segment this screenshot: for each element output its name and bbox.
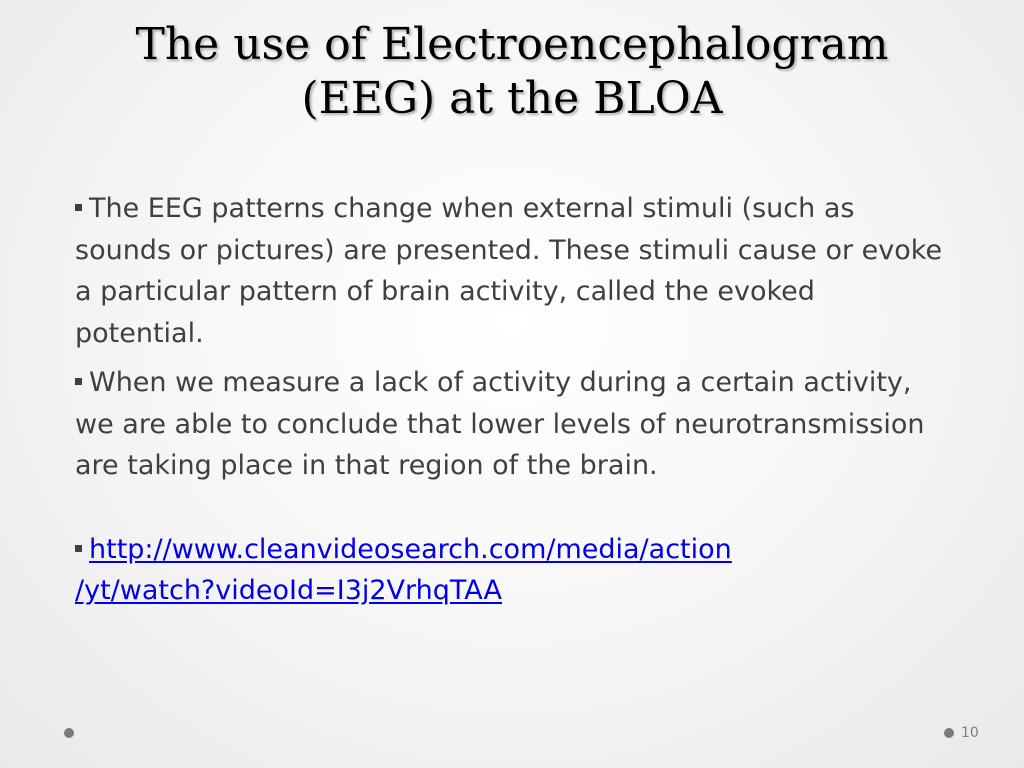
page-number: 10	[961, 725, 979, 741]
bullet-item	[75, 188, 945, 354]
bullet-item	[75, 362, 945, 487]
title-line-1: The use of Electroencephalogram	[135, 19, 889, 70]
slide-title	[40, 18, 984, 126]
bullet-text: When we measure a lack of activity during a certain activity, we are able to conclude that lower levels of neurotransmission are taking place in that region of the brain.	[75, 367, 925, 481]
video-link-line-2[interactable]: /yt/watch?videoId=I3j2VrhqTAA	[75, 575, 502, 606]
bullet-list	[75, 188, 945, 612]
bullet-text: The EEG patterns change when external stimuli (such as sounds or pictures) are presented. These stimuli cause or evoke a particular pattern of brain activity, called the evoked potential.	[75, 193, 943, 349]
footer-dot-icon	[64, 728, 74, 738]
link-bullet-item	[75, 529, 945, 612]
footer-dot-icon	[944, 728, 954, 738]
square-bullet-icon	[75, 378, 82, 385]
square-bullet-icon	[75, 204, 82, 211]
video-link-line-1[interactable]: http://www.cleanvideosearch.com/media/action	[89, 533, 732, 565]
square-bullet-icon	[75, 545, 82, 552]
title-line-2: (EEG) at the BLOA	[301, 73, 723, 124]
video-link[interactable]	[75, 534, 732, 607]
